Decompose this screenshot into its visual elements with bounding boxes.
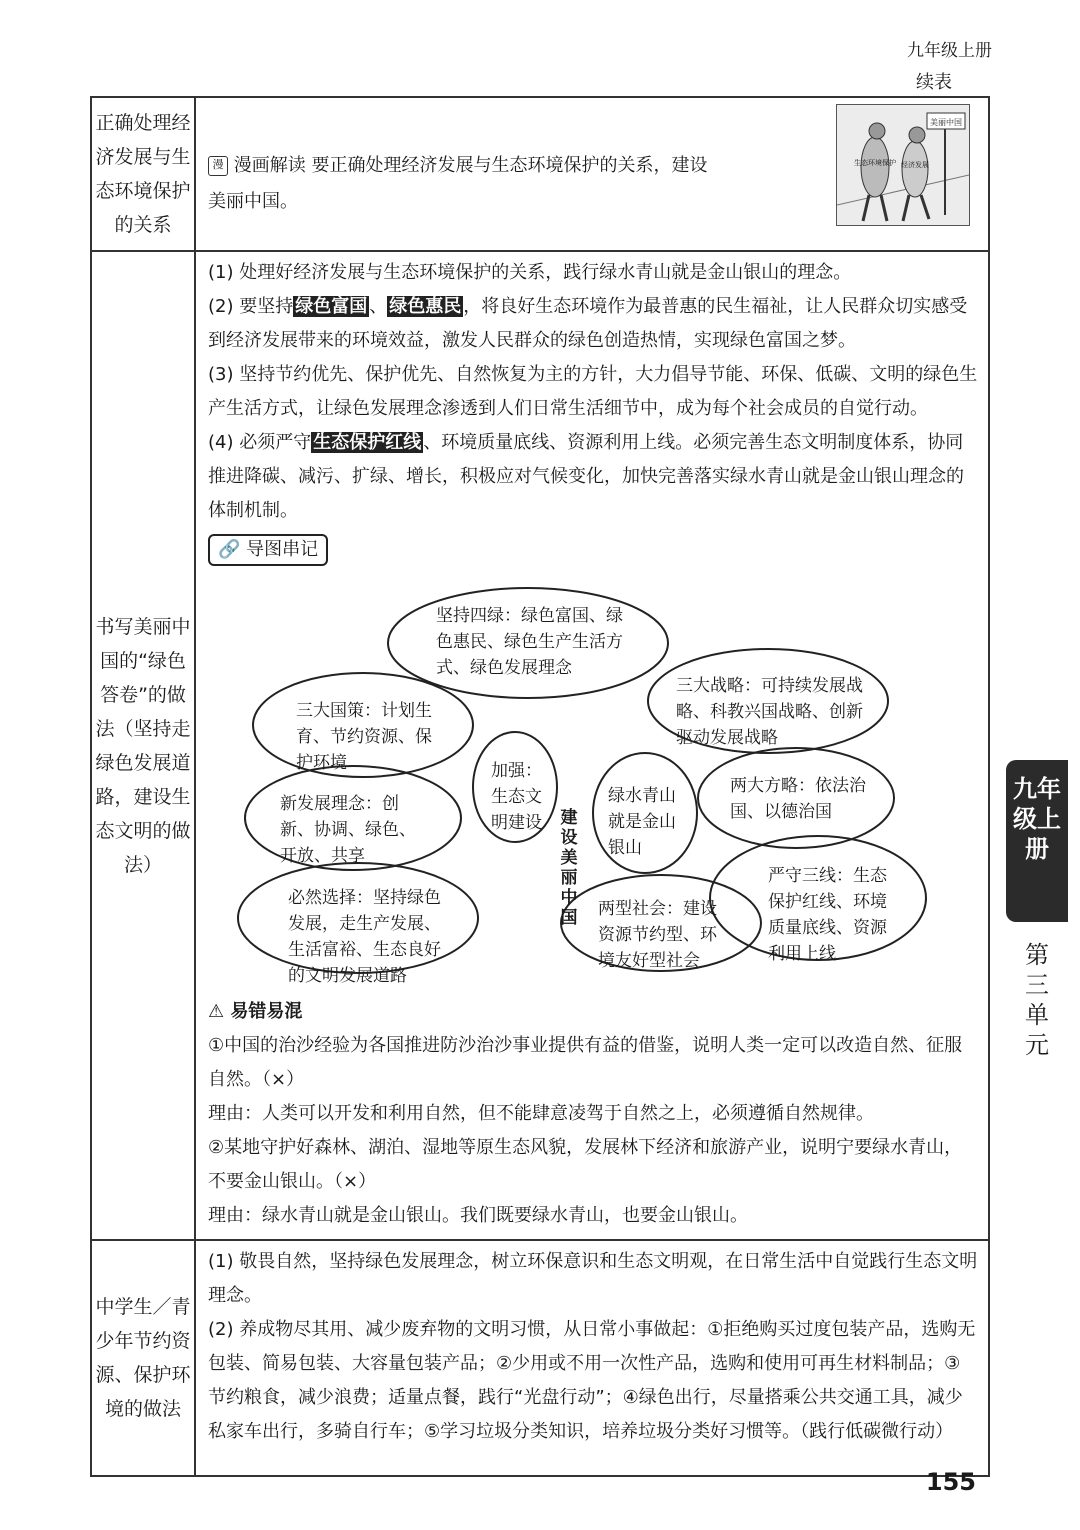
table-row (91, 251, 989, 1240)
mindmap-center: 建设美丽中国 (560, 808, 578, 928)
mindmap-node: 两大方略：依法治国、以德治国 (730, 776, 866, 822)
mindmap-tag: 🔗 导图串记 (208, 534, 328, 566)
row-label: 书写美丽中国的“绿色答卷”的做法（坚持走绿色发展道路，建设生态文明的做法） (91, 251, 195, 1240)
mindmap-node: 三大国策：计划生育、节约资源、保护环境 (296, 701, 432, 773)
comic-illustration (836, 104, 970, 226)
paragraph: (3) 坚持节约优先、保护优先、自然恢复为主的方针，大力倡导节能、环保、低碳、文明的绿色生产生活方式，让绿色发展理念渗透到人们日常生活细节中，成为每个社会成员的自觉行动。 (208, 364, 978, 419)
mindmap-node: 两型社会：建设资源节约型、环境友好型社会 (598, 899, 717, 971)
continued-label: 续表 (916, 72, 952, 93)
mindmap-node: 严守三线：生态保护红线、环境质量底线、资源利用上线 (768, 866, 887, 964)
mindmap-node: 绿水青山就是金山银山 (608, 786, 676, 858)
comic-icon: 漫 (208, 156, 228, 176)
paragraph: (2) 要坚持 绿色富国 、 绿色惠民 ，将良好生态环境作为最普惠的民生福祉，让人民群众切实感受到经济发展带来的环境效益，激发人民群众的绿色创造热情，实现绿色富国之梦。 (208, 296, 968, 351)
row-content (195, 1240, 989, 1476)
warning-item: ②某地守护好森林、湖泊、湿地等原生态风貌，发展林下经济和旅游产业，说明宁要绿水青山，不要金山银山。（×） (208, 1137, 963, 1192)
row-content (195, 251, 989, 1240)
comic-left-label: 生态环境保护 (854, 159, 896, 167)
mindmap (208, 573, 978, 993)
highlight-term: 绿色富国 (295, 296, 368, 317)
warning-heading: ⚠ 易错易混 (208, 1001, 303, 1022)
comic-interpretation: 漫 漫画解读 要正确处理经济发展与生态环境保护的关系，建设美丽中国。 (208, 155, 708, 212)
table-row (91, 97, 989, 251)
page-number: 155 (925, 1468, 976, 1496)
comic-sign-text: 美丽中国 (930, 118, 962, 127)
row-content (195, 97, 989, 251)
warning-reason: 理由：人类可以开发和利用自然，但不能肆意凌驾于自然之上，必须遵循自然规律。 (208, 1103, 874, 1124)
row-label: 中学生／青少年节约资源、保护环境的做法 (91, 1240, 195, 1476)
grade-side-tab: 九年级上册 (1006, 760, 1068, 922)
content-table (90, 96, 990, 1477)
mindmap-node: 三大战略：可持续发展战略、科教兴国战略、创新驱动发展战略 (676, 676, 863, 748)
mindmap-node: 坚持四绿：绿色富国、绿色惠民、绿色生产生活方式、绿色发展理念 (436, 606, 623, 678)
highlight-term: 生态保护红线 (313, 432, 422, 453)
link-icon: 🔗 (218, 539, 241, 560)
paragraph: (2) 养成物尽其用、减少废弃物的文明习惯，从日常小事做起：①拒绝购买过度包装产品，选购无包装、简易包装、大容量包装产品；②少用或不用一次性产品，选购和使用可再生材料制品；③节约粮食，减少浪费；适量点餐，践行“光盘行动”；④绿色出行，尽量搭乘公共交通工具，减少私家车出行，多骑自行车；⑤学习垃圾分类知识，培养垃圾分类好习惯等。（践行低碳微行动） (208, 1319, 976, 1442)
header-grade: 九年级上册 (907, 41, 992, 61)
mindmap-node: 必然选择：坚持绿色发展，走生产发展、生活富裕、生态良好的文明发展道路 (288, 888, 441, 986)
highlight-term: 绿色惠民 (389, 296, 462, 317)
paragraph: (1) 处理好经济发展与生态环境保护的关系，践行绿水青山就是金山银山的理念。 (208, 262, 852, 283)
paragraph: (4) 必须严守 生态保护红线 、环境质量底线、资源利用上线。必须完善生态文明制度体系，协同推进降碳、减污、扩绿、增长，积极应对气候变化，加快完善落实绿水青山就是金山银山理念的体制机制。 (208, 432, 964, 521)
mindmap-node: 加强：生态文明建设 (491, 761, 542, 833)
warning-icon: ⚠ (208, 1001, 225, 1022)
warning-reason: 理由：绿水青山就是金山银山。我们既要绿水青山，也要金山银山。 (208, 1205, 748, 1226)
comic-right-label: 经济发展 (901, 161, 929, 169)
mindmap-node: 新发展理念：创新、协调、绿色、开放、共享 (280, 794, 416, 866)
warning-item: ①中国的治沙经验为各国推进防沙治沙事业提供有益的借鉴，说明人类一定可以改造自然、征服自然。（×） (208, 1035, 963, 1090)
table-row (91, 1240, 989, 1476)
row-label: 正确处理经济发展与生态环境保护的关系 (91, 97, 195, 251)
unit-label: 第三单元 (1025, 941, 1049, 1059)
paragraph: (1) 敬畏自然，坚持绿色发展理念，树立环保意识和生态文明观，在日常生活中自觉践行生态文明理念。 (208, 1251, 978, 1306)
